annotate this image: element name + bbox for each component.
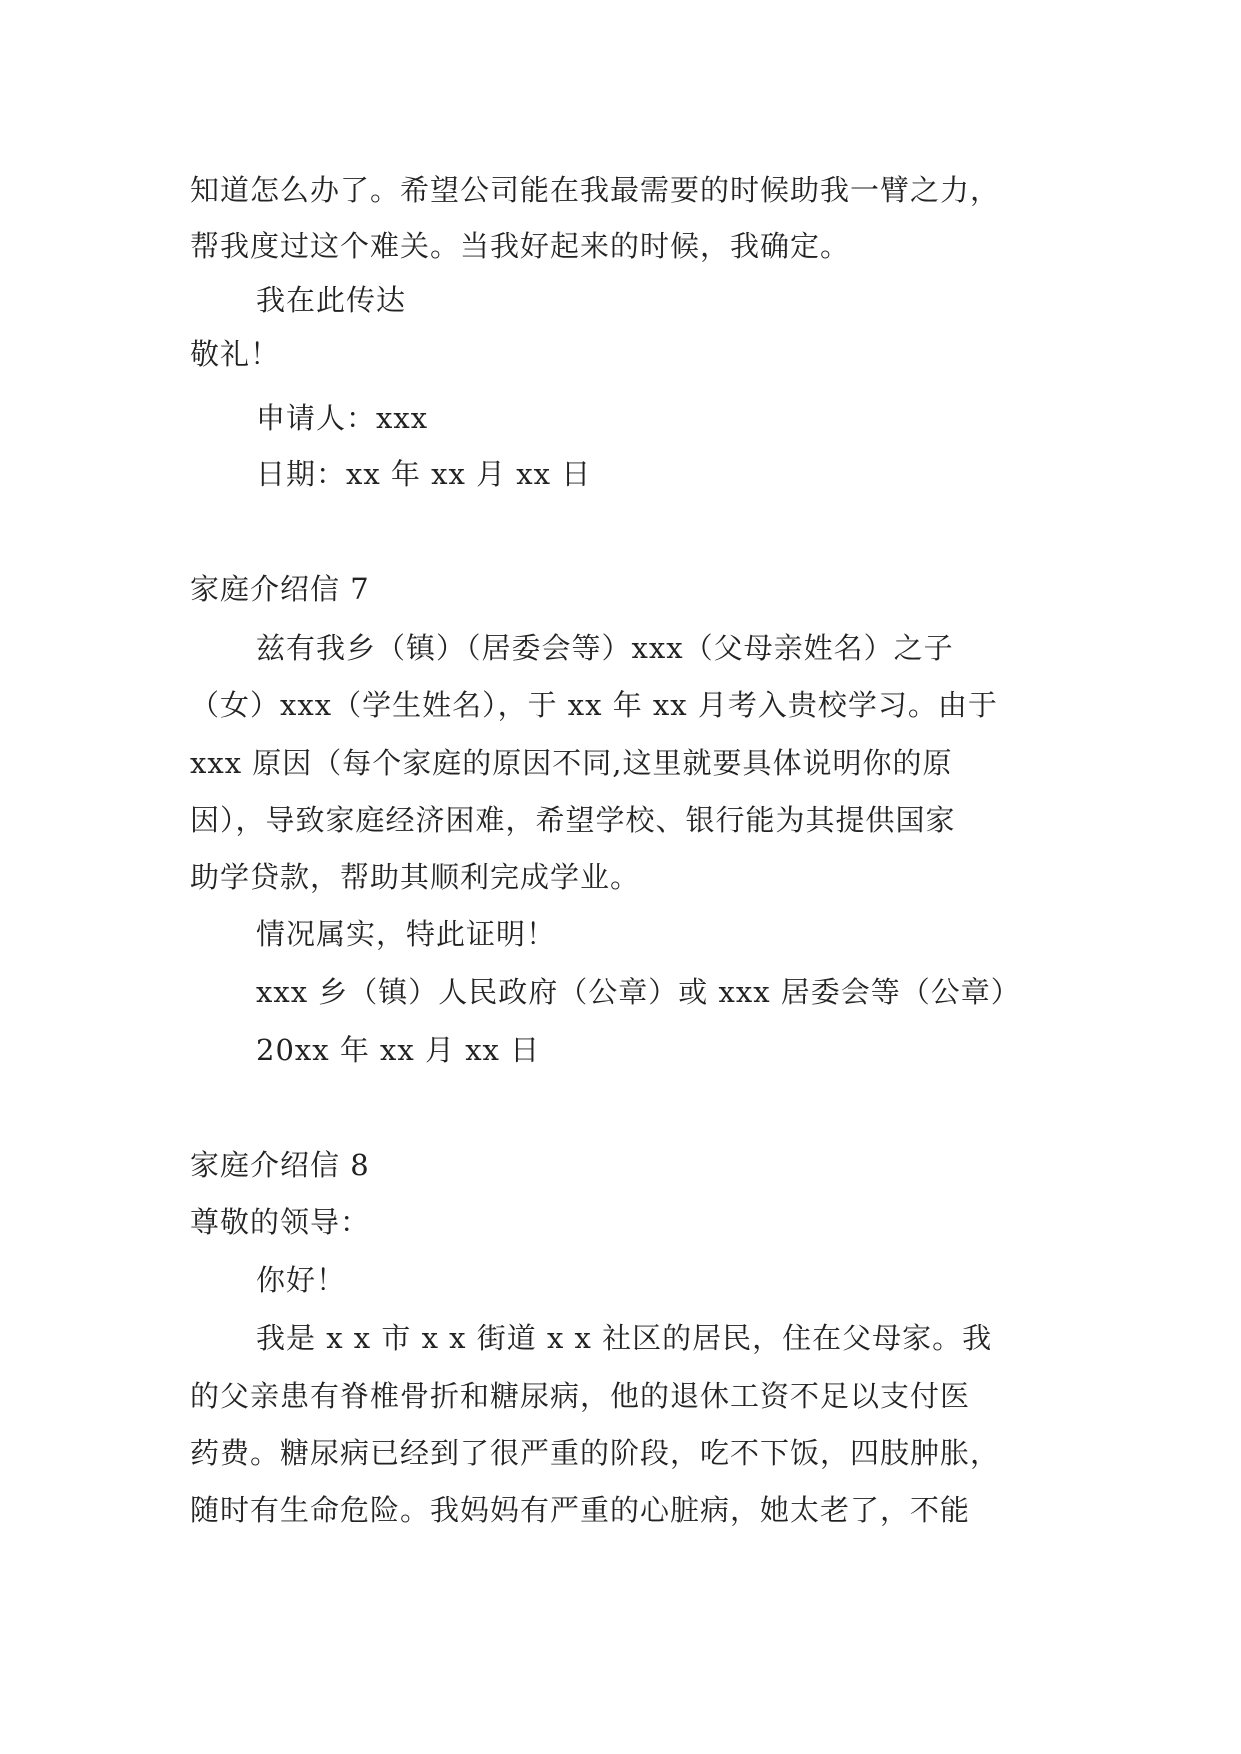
body-text-line: 药费。糖尿病已经到了很严重的阶段，吃不下饭，四肢肿胀， [190,1436,1001,1470]
body-text-line: 我是 x x 市 x x 街道 x x 社区的居民，住在父母家。我 [256,1321,993,1355]
body-text-line: （女）xxx（学生姓名），于 xx 年 xx 月考入贵校学习。由于 [190,688,998,722]
section-heading: 家庭介绍信 7 [190,572,370,606]
body-text-line: 随时有生命危险。我妈妈有严重的心脏病，她太老了，不能 [190,1493,971,1527]
issue-date: 20xx 年 xx 月 xx 日 [256,1033,541,1067]
body-text-line: 助学贷款，帮助其顺利完成学业。 [190,860,641,894]
body-text-line: 帮我度过这个难关。当我好起来的时候，我确定。 [190,229,851,263]
body-text-line: 因），导致家庭经济困难，希望学校、银行能为其提供国家 [190,803,956,837]
signature-date: 日期：xx 年 xx 月 xx 日 [256,457,592,491]
body-text-line: 的父亲患有脊椎骨折和糖尿病，他的退休工资不足以支付医 [190,1379,971,1413]
section-heading: 家庭介绍信 8 [190,1148,370,1182]
body-text-line: xxx 原因（每个家庭的原因不同,这里就要具体说明你的原 [190,746,953,780]
salute-text: 敬礼！ [190,337,281,371]
certify-text: 情况属实，特此证明！ [256,917,557,951]
body-text-line: 知道怎么办了。希望公司能在我最需要的时候助我一臂之力， [190,173,1001,207]
body-text-line: 兹有我乡（镇）（居委会等）xxx（父母亲姓名）之子 [256,631,954,665]
greeting-text: 你好！ [256,1263,347,1297]
closing-text: 我在此传达 [256,283,407,317]
salutation-text: 尊敬的领导： [190,1205,371,1239]
issuer-text: xxx 乡（镇）人民政府（公章）或 xxx 居委会等（公章） [256,975,1021,1009]
applicant-signature: 申请人：xxx [256,401,429,435]
